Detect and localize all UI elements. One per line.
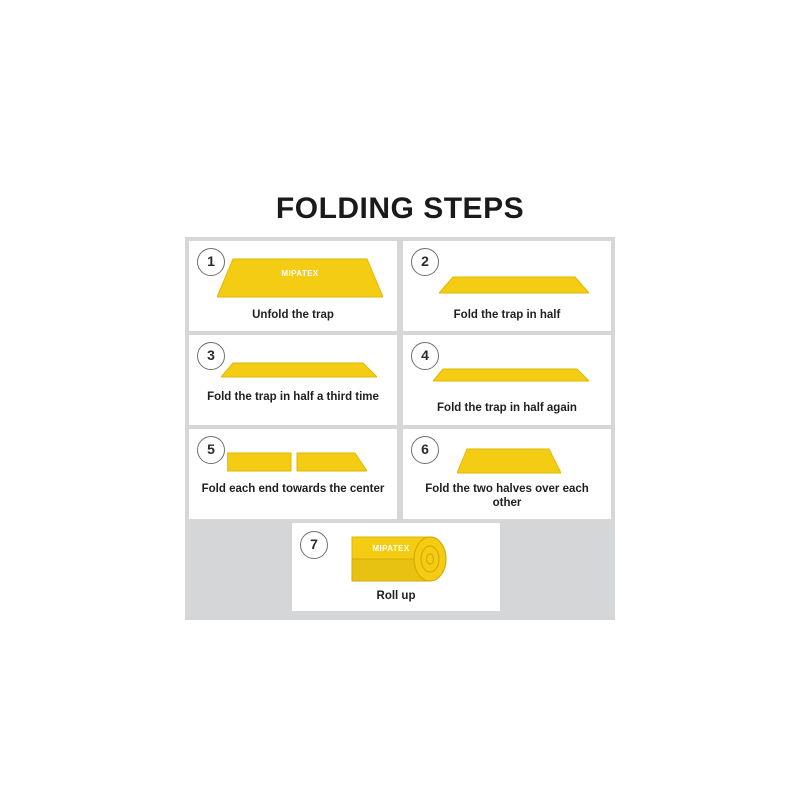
step-badge-2: 2 — [411, 248, 439, 276]
step-badge-4: 4 — [411, 342, 439, 370]
page-title: FOLDING STEPS — [275, 192, 525, 225]
step-card-2 — [403, 241, 611, 331]
step-card-1 — [189, 241, 397, 331]
step-art-2 — [439, 271, 589, 302]
step-caption-2: Fold the trap in half — [453, 309, 561, 321]
step-caption-5: Fold each end towards the center — [201, 483, 385, 495]
step-caption-6: Fold the two halves over each other — [425, 483, 589, 509]
step-badge-1: 1 — [197, 248, 225, 276]
step-badge-3: 3 — [197, 342, 225, 370]
step-art-5 — [227, 449, 367, 482]
step-art-1 — [217, 253, 383, 308]
step-card-7 — [292, 523, 500, 611]
step-art-4 — [433, 365, 589, 390]
step-badge-7: 7 — [300, 531, 328, 559]
step-card-6 — [403, 429, 611, 519]
step-badge-5: 5 — [197, 436, 225, 464]
step-card-4 — [403, 335, 611, 425]
step-card-3 — [189, 335, 397, 425]
step-caption-4: Fold the trap in half again — [437, 402, 577, 414]
tarp-brand-label-7: MIPATEX — [372, 544, 410, 553]
step-art-7 — [350, 531, 450, 596]
step-caption-3: Fold the trap in half a third time — [207, 391, 379, 403]
step-badge-6: 6 — [411, 436, 439, 464]
step-caption-7: Roll up — [376, 590, 416, 602]
step-card-5 — [189, 429, 397, 519]
tarp-brand-label-1: MIPATEX — [281, 269, 319, 278]
step-art-3 — [221, 357, 377, 386]
step-art-6 — [457, 443, 561, 484]
step-caption-1: Unfold the trap — [252, 309, 334, 321]
